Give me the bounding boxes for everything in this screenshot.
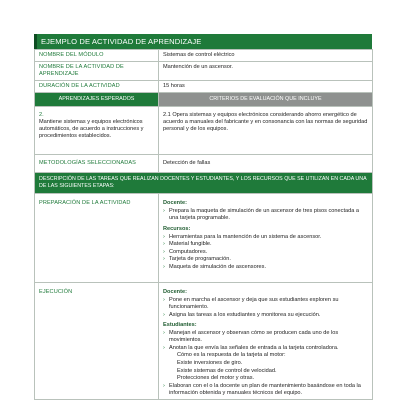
preparation-docente-heading: Docente: bbox=[163, 200, 187, 206]
description-row bbox=[35, 173, 373, 194]
module-label: NOMBRE DEL MÓDULO bbox=[35, 50, 159, 62]
execution-label: EJECUCIÓN bbox=[35, 283, 159, 400]
list-item: › Asigna las tareas a los estudiantes y monitorea su ejecución. bbox=[163, 311, 321, 318]
list-item: › Elaboran con el o la docente un plan de mantenimiento basándose en toda la información obtenida y manuales técnicos del equipo. bbox=[163, 382, 361, 396]
learning-text: Mantiene sistemas y equipos electrónicos automáticos, de acuerdo a instrucciones y procedimientos establecidos. bbox=[39, 119, 144, 139]
execution-row bbox=[35, 283, 373, 400]
list-item: › Maqueta de simulación de ascensores. bbox=[163, 263, 267, 270]
evaluation-criteria-cell bbox=[159, 107, 373, 155]
duration-value: 15 horas bbox=[159, 81, 373, 93]
preparation-row bbox=[35, 194, 373, 283]
headers-row bbox=[35, 93, 373, 107]
expected-learning-header: APRENDIZAJES ESPERADOS bbox=[35, 93, 159, 107]
document-title-bar bbox=[34, 34, 372, 49]
activity-document bbox=[34, 34, 372, 400]
module-row bbox=[35, 50, 373, 62]
chevron-right-icon: › bbox=[163, 248, 165, 255]
learning-row bbox=[35, 107, 373, 155]
list-item: › Manejan el ascensor y observan cómo se producen cada uno de los movimientos. bbox=[163, 330, 339, 344]
methodology-row bbox=[35, 155, 373, 173]
duration-label: DURACIÓN DE LA ACTIVIDAD bbox=[35, 81, 159, 93]
module-value: Sistemas de control eléctrico bbox=[159, 50, 373, 62]
list-item: › Herramientas para la mantención de un sistema de ascensor. bbox=[163, 233, 322, 240]
sub-item: Cómo es la respuesta de la tarjeta al motor: bbox=[177, 352, 286, 359]
criteria-text: 2.1 Opera sistemas y equipos electrónicos considerando ahorro energético de acuerdo a manuales del fabricante y en consonancia con las normas de seguridad personal y de los equipos. bbox=[163, 112, 368, 132]
chevron-right-icon: › bbox=[163, 297, 165, 303]
chevron-right-icon: › bbox=[163, 311, 165, 318]
expected-learning-cell bbox=[35, 107, 159, 155]
activity-table bbox=[34, 49, 373, 400]
chevron-right-icon: › bbox=[163, 233, 165, 240]
chevron-right-icon: › bbox=[163, 382, 165, 389]
chevron-right-icon: › bbox=[163, 263, 165, 270]
title-accent bbox=[34, 34, 37, 49]
sub-item: Protecciones del motor y otras. bbox=[177, 375, 255, 382]
list-item: › Material fungible. bbox=[163, 241, 212, 248]
sub-item: Existe sistemas de control de velocidad. bbox=[177, 367, 277, 374]
list-item: › Anotan la que envía las señales de entrada a la tarjeta controladora. bbox=[163, 344, 339, 351]
list-item: › Tarjeta de programación. bbox=[163, 256, 231, 263]
activity-value: Mantención de un ascensor. bbox=[159, 62, 373, 81]
duration-row bbox=[35, 81, 373, 93]
methodology-value: Detección de fallas bbox=[159, 155, 373, 173]
chevron-right-icon: › bbox=[163, 330, 165, 337]
evaluation-criteria-header: CRITERIOS DE EVALUACIÓN QUE INCLUYE bbox=[159, 93, 373, 107]
execution-students-heading: Estudiantes: bbox=[163, 322, 197, 329]
preparation-recursos-heading: Recursos: bbox=[163, 225, 191, 232]
learning-number: 2. bbox=[39, 112, 44, 118]
list-item: › Computadores. bbox=[163, 248, 208, 255]
chevron-right-icon: › bbox=[163, 344, 165, 351]
preparation-label: PREPARACIÓN DE LA ACTIVIDAD bbox=[35, 194, 159, 283]
tasks-description-header: DESCRIPCIÓN DE LAS TAREAS QUE REALIZAN DOCENTES Y ESTUDIANTES, Y LOS RECURSOS QUE SE UTILIZAN EN CADA UNA DE LAS SIGUIENTES ETAPAS: bbox=[35, 173, 373, 194]
chevron-right-icon: › bbox=[163, 256, 165, 263]
list-item: › Pone en marcha el ascensor y deja que sus estudiantes exploren su funcionamiento. bbox=[163, 297, 339, 310]
execution-docente-heading: Docente: bbox=[163, 289, 187, 295]
list-item: › Prepara la maqueta de simulación de un ascensor de tres pisos conectada a una tarjeta programable. bbox=[163, 208, 359, 221]
preparation-cell bbox=[159, 194, 373, 283]
document-title: EJEMPLO DE ACTIVIDAD DE APRENDIZAJE bbox=[41, 37, 202, 46]
sub-item: Existe inversiones de giro. bbox=[177, 359, 243, 366]
chevron-right-icon: › bbox=[163, 208, 165, 214]
chevron-right-icon: › bbox=[163, 241, 165, 248]
methodology-label: METODOLOGÍAS SELECCIONADAS bbox=[35, 155, 159, 173]
activity-row bbox=[35, 62, 373, 81]
execution-cell bbox=[159, 283, 373, 400]
activity-label: NOMBRE DE LA ACTIVIDAD DE APRENDIZAJE bbox=[35, 62, 159, 81]
